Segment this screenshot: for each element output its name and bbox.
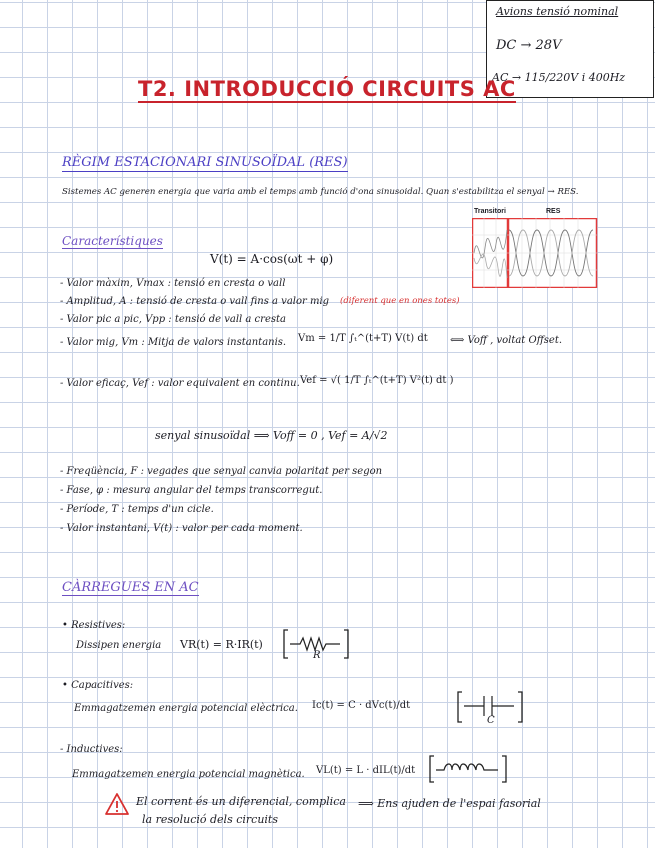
transient-res-figure xyxy=(472,208,598,288)
characteristics-title: Característiques xyxy=(62,234,163,248)
capacitive-heading: • Capacitives: xyxy=(62,680,134,691)
ac-voltage-line: AC → 115/220V i 400Hz xyxy=(492,71,626,84)
warning-line2: la resolució dels circuits xyxy=(142,813,278,826)
vm-result: ⟺ Voff , voltat Offset. xyxy=(450,335,563,346)
vef-formula: Vef = √( 1/T ∫ₜ^(t+T) V²(t) dt ) xyxy=(300,375,454,386)
sinusoidal-note: senyal sinusoïdal ⟹ Voff = 0 , Vef = A/√2 xyxy=(155,429,388,442)
inductive-text: Emmagatzemen energia potencial magnètica. xyxy=(72,769,305,780)
main-voltage-formula: V(t) = A·cos(ωt + φ) xyxy=(210,252,334,266)
page-title: T2. INTRODUCCIÓ CIRCUITS AC xyxy=(138,77,516,101)
figure-label-transient: Transitori xyxy=(474,208,506,215)
aviation-box-title: Avions tensió nominal xyxy=(496,5,619,18)
item-frequency: - Freqüència, F : vegades que senyal canvia polaritat per segon xyxy=(60,466,383,477)
item-vm: - Valor mig, Vm : Mitja de valors instantanis. xyxy=(60,337,287,348)
res-description: Sistemes AC generen energia que varia amb el temps amb funció d'ona sinusoidal. Quan s'estabilitza el senyal → RES. xyxy=(62,187,579,197)
capacitive-text: Emmagatzemen energia potencial elèctrica. xyxy=(74,703,298,714)
inductor-symbol xyxy=(428,752,508,788)
warning-icon xyxy=(104,792,130,816)
res-section-title: RÈGIM ESTACIONARI SINUSOÏDAL (RES) xyxy=(62,155,348,170)
figure-label-res: RES xyxy=(546,208,561,215)
item-amplitude: - Amplitud, A : tensió de cresta o vall fins a valor mig xyxy=(60,296,330,307)
item-vef: - Valor eficaç, Vef : valor equivalent en continu. xyxy=(60,378,300,389)
item-vmax: - Valor màxim, Vmax : tensió en cresta o vall xyxy=(60,278,286,289)
item-instant-value: - Valor instantani, V(t) : valor per cada moment. xyxy=(60,523,303,534)
resistor-label: R xyxy=(313,650,321,661)
capacitive-formula: Ic(t) = C · dVc(t)/dt xyxy=(312,700,411,711)
dc-voltage-line: DC → 28V xyxy=(496,38,562,53)
vm-formula: Vm = 1/T ∫ₜ^(t+T) V(t) dt xyxy=(298,333,428,344)
warning-right: ⟹ Ens ajuden de l'espai fasorial xyxy=(358,797,541,810)
inductive-heading: - Inductives: xyxy=(60,744,123,755)
item-phase: - Fase, φ : mesura angular del temps transcorregut. xyxy=(60,485,323,496)
item-vpp: - Valor pic a pic, Vpp : tensió de vall a cresta xyxy=(60,314,286,325)
item-amplitude-note: (diferent que en ones totes) xyxy=(340,296,460,306)
capacitor-label: C xyxy=(487,715,495,726)
resistive-text: Dissipen energia xyxy=(76,640,162,651)
resistive-heading: • Resistives: xyxy=(62,620,126,631)
item-period: - Període, T : temps d'un cicle. xyxy=(60,504,214,515)
warning-line1: El corrent és un diferencial, complica xyxy=(136,795,346,808)
resistive-formula: VR(t) = R·IR(t) xyxy=(180,638,263,651)
loads-section-title: CÀRREGUES EN AC xyxy=(62,580,199,595)
transient-res-plot xyxy=(472,218,598,288)
inductive-formula: VL(t) = L · dIL(t)/dt xyxy=(316,765,416,776)
